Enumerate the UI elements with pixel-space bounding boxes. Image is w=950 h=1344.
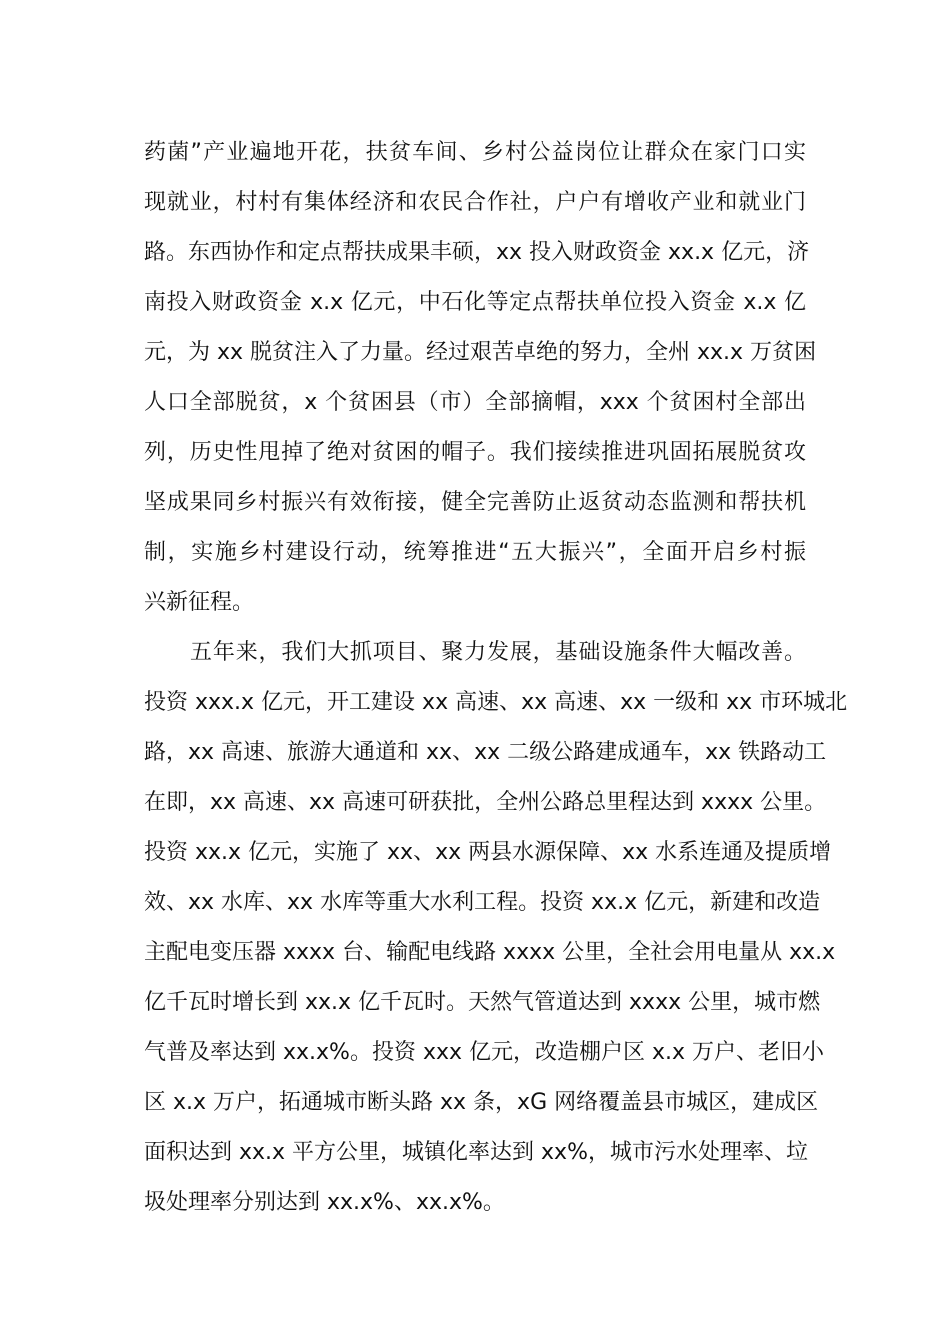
paragraph-2-line-10: 区 x.x 万户，拓通城市断头路 xx 条，xG 网络覆盖县市城区，建成区 bbox=[144, 1090, 819, 1115]
paragraph-2-line-3: 路，xx 高速、旅游大通道和 xx、xx 二级公路建成通车，xx 铁路动工 bbox=[144, 740, 827, 765]
paragraph-1-line-8: 坚成果同乡村振兴有效衔接，健全完善防止返贫动态监测和帮扶机 bbox=[144, 490, 806, 515]
paragraph-2-line-4: 在即，xx 高速、xx 高速可研获批，全州公路总里程达到 xxxx 公里。 bbox=[144, 790, 827, 815]
paragraph-2-line-12: 圾处理率分别达到 xx.x%、xx.x%。 bbox=[144, 1190, 505, 1215]
paragraph-1-line-1: 药菌”产业遍地开花，扶贫车间、乡村公益岗位让群众在家门口实 bbox=[144, 140, 806, 165]
paragraph-2-line-9: 气普及率达到 xx.x%。投资 xxx 亿元，改造棚户区 x.x 万户、老旧小 bbox=[144, 1040, 825, 1065]
paragraph-2-line-6: 效、xx 水库、xx 水库等重大水利工程。投资 xx.x 亿元，新建和改造 bbox=[144, 890, 821, 915]
paragraph-2-line-11: 面积达到 xx.x 平方公里，城镇化率达到 xx%，城市污水处理率、垃 bbox=[144, 1140, 808, 1165]
paragraph-2-line-7: 主配电变压器 xxxx 台、输配电线路 xxxx 公里，全社会用电量从 xx.x bbox=[144, 940, 836, 965]
paragraph-1-line-9: 制，实施乡村建设行动，统筹推进“五大振兴”，全面开启乡村振 bbox=[144, 540, 806, 565]
paragraph-1-line-5: 元，为 xx 脱贫注入了力量。经过艰苦卓绝的努力，全州 xx.x 万贫困 bbox=[144, 340, 817, 365]
paragraph-1-line-3: 路。东西协作和定点帮扶成果丰硕，xx 投入财政资金 xx.x 亿元，济 bbox=[144, 240, 810, 265]
paragraph-1-line-6: 人口全部脱贫，x 个贫困县（市）全部摘帽，xxx 个贫困村全部出 bbox=[144, 390, 806, 415]
paragraph-1-line-2: 现就业，村村有集体经济和农民合作社，户户有增收产业和就业门 bbox=[144, 190, 806, 215]
paragraph-2-line-5: 投资 xx.x 亿元，实施了 xx、xx 两县水源保障、xx 水系连通及提质增 bbox=[144, 840, 832, 865]
paragraph-2-line-8: 亿千瓦时增长到 xx.x 亿千瓦时。天然气管道达到 xxxx 公里，城市燃 bbox=[144, 990, 821, 1015]
paragraph-2-line-1: 五年来，我们大抓项目、聚力发展，基础设施条件大幅改善。 bbox=[190, 640, 806, 665]
paragraph-1-line-4: 南投入财政资金 x.x 亿元，中石化等定点帮扶单位投入资金 x.x 亿 bbox=[144, 290, 806, 315]
paragraph-1-line-7: 列，历史性甩掉了绝对贫困的帽子。我们接续推进巩固拓展脱贫攻 bbox=[144, 440, 806, 465]
paragraph-2-line-2: 投资 xxx.x 亿元，开工建设 xx 高速、xx 高速、xx 一级和 xx 市环城北 bbox=[144, 690, 848, 715]
paragraph-1-line-10: 兴新征程。 bbox=[144, 590, 255, 615]
